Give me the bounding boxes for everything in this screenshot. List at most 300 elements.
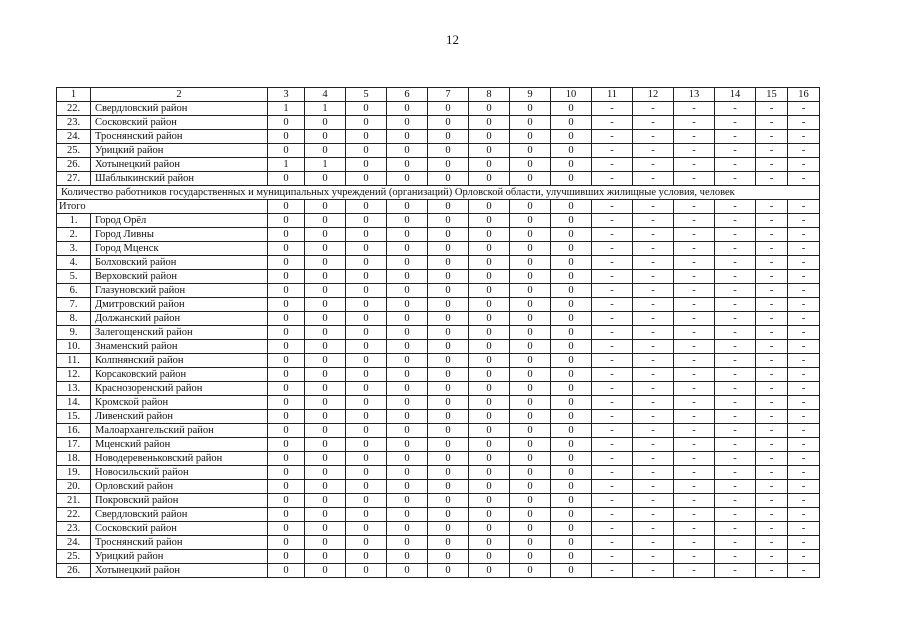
row-number: 27. — [57, 172, 91, 186]
value-cell: 0 — [469, 144, 510, 158]
district-name: Глазуновский район — [91, 284, 268, 298]
value-cell: 0 — [510, 144, 551, 158]
value-cell: 0 — [305, 130, 346, 144]
value-cell: 0 — [268, 452, 305, 466]
row-number: 23. — [57, 116, 91, 130]
value-cell: 0 — [428, 228, 469, 242]
value-cell: - — [674, 130, 715, 144]
value-cell: - — [592, 144, 633, 158]
value-cell: 0 — [551, 396, 592, 410]
value-cell: - — [756, 102, 788, 116]
value-cell: 0 — [510, 550, 551, 564]
value-cell: 0 — [428, 200, 469, 214]
value-cell: - — [674, 158, 715, 172]
value-cell: - — [674, 424, 715, 438]
value-cell: - — [592, 116, 633, 130]
value-cell: 0 — [510, 494, 551, 508]
district-name: Урицкий район — [91, 144, 268, 158]
value-cell: - — [633, 102, 674, 116]
value-cell: 0 — [305, 242, 346, 256]
value-cell: 0 — [428, 508, 469, 522]
value-cell: 0 — [268, 270, 305, 284]
value-cell: - — [592, 298, 633, 312]
value-cell: 0 — [551, 536, 592, 550]
value-cell: 0 — [387, 214, 428, 228]
value-cell: 0 — [387, 480, 428, 494]
district-name: Свердловский район — [91, 102, 268, 116]
value-cell: - — [633, 564, 674, 578]
value-cell: - — [756, 368, 788, 382]
value-cell: 0 — [510, 396, 551, 410]
value-cell: - — [756, 424, 788, 438]
value-cell: 0 — [428, 550, 469, 564]
total-row — [57, 200, 820, 214]
value-cell: 0 — [510, 284, 551, 298]
value-cell: 0 — [305, 116, 346, 130]
column-number: 2 — [91, 88, 268, 102]
value-cell: 0 — [387, 368, 428, 382]
value-cell: 0 — [305, 480, 346, 494]
district-name: Шаблыкинский район — [91, 172, 268, 186]
value-cell: - — [633, 298, 674, 312]
statistics-table — [56, 87, 820, 578]
value-cell: - — [756, 116, 788, 130]
value-cell: 0 — [428, 536, 469, 550]
value-cell: 0 — [268, 326, 305, 340]
value-cell: - — [788, 130, 820, 144]
table-row — [57, 466, 820, 480]
value-cell: 0 — [551, 242, 592, 256]
value-cell: 0 — [551, 214, 592, 228]
value-cell: - — [715, 172, 756, 186]
value-cell: - — [633, 438, 674, 452]
value-cell: 0 — [346, 550, 387, 564]
row-number: 23. — [57, 522, 91, 536]
value-cell: - — [592, 326, 633, 340]
value-cell: 0 — [551, 508, 592, 522]
value-cell: 0 — [469, 102, 510, 116]
section-title: Количество работников государственных и муниципальных учреждений (организаций) Орловской области, улучшивших жилищные условия, человек — [57, 186, 820, 200]
value-cell: 0 — [510, 536, 551, 550]
value-cell: - — [592, 396, 633, 410]
value-cell: - — [788, 172, 820, 186]
value-cell: 0 — [551, 354, 592, 368]
value-cell: - — [715, 102, 756, 116]
value-cell: 0 — [387, 508, 428, 522]
table-row — [57, 354, 820, 368]
value-cell: 0 — [346, 354, 387, 368]
value-cell: - — [788, 508, 820, 522]
value-cell: 0 — [268, 410, 305, 424]
value-cell: 0 — [346, 508, 387, 522]
value-cell: - — [633, 116, 674, 130]
value-cell: - — [715, 424, 756, 438]
value-cell: 0 — [551, 172, 592, 186]
value-cell: - — [674, 550, 715, 564]
value-cell: - — [788, 116, 820, 130]
column-number: 14 — [715, 88, 756, 102]
value-cell: 0 — [469, 424, 510, 438]
value-cell: - — [592, 270, 633, 284]
value-cell: 0 — [268, 368, 305, 382]
value-cell: 0 — [469, 270, 510, 284]
table-row — [57, 564, 820, 578]
value-cell: 0 — [305, 424, 346, 438]
value-cell: - — [674, 466, 715, 480]
value-cell: 0 — [469, 522, 510, 536]
value-cell: 0 — [268, 536, 305, 550]
row-number: 5. — [57, 270, 91, 284]
value-cell: 0 — [428, 354, 469, 368]
value-cell: - — [756, 536, 788, 550]
value-cell: 0 — [469, 326, 510, 340]
value-cell: 0 — [346, 340, 387, 354]
value-cell: - — [592, 354, 633, 368]
value-cell: 0 — [510, 270, 551, 284]
value-cell: - — [756, 480, 788, 494]
value-cell: 0 — [346, 214, 387, 228]
value-cell: 0 — [469, 536, 510, 550]
value-cell: - — [633, 312, 674, 326]
value-cell: - — [633, 452, 674, 466]
value-cell: 0 — [510, 172, 551, 186]
table-row — [57, 284, 820, 298]
value-cell: 0 — [268, 242, 305, 256]
value-cell: - — [756, 242, 788, 256]
value-cell: - — [756, 312, 788, 326]
district-name: Свердловский район — [91, 508, 268, 522]
value-cell: - — [633, 158, 674, 172]
value-cell: 0 — [268, 144, 305, 158]
value-cell: - — [674, 410, 715, 424]
value-cell: - — [592, 452, 633, 466]
value-cell: 1 — [268, 158, 305, 172]
value-cell: 0 — [428, 256, 469, 270]
total-label: Итого — [57, 200, 268, 214]
value-cell: 0 — [551, 130, 592, 144]
value-cell: - — [756, 130, 788, 144]
row-number: 14. — [57, 396, 91, 410]
row-number: 25. — [57, 550, 91, 564]
value-cell: 0 — [305, 466, 346, 480]
value-cell: - — [756, 396, 788, 410]
value-cell: 0 — [428, 326, 469, 340]
value-cell: 0 — [428, 452, 469, 466]
value-cell: - — [715, 494, 756, 508]
row-number: 10. — [57, 340, 91, 354]
value-cell: - — [592, 466, 633, 480]
value-cell: - — [674, 200, 715, 214]
value-cell: 0 — [469, 298, 510, 312]
value-cell: - — [633, 326, 674, 340]
value-cell: - — [674, 172, 715, 186]
value-cell: 0 — [510, 438, 551, 452]
value-cell: - — [592, 340, 633, 354]
value-cell: 0 — [510, 228, 551, 242]
value-cell: - — [674, 102, 715, 116]
value-cell: - — [715, 116, 756, 130]
value-cell: 0 — [551, 270, 592, 284]
value-cell: - — [592, 284, 633, 298]
value-cell: 0 — [346, 228, 387, 242]
value-cell: - — [788, 382, 820, 396]
value-cell: 0 — [268, 340, 305, 354]
value-cell: 0 — [428, 522, 469, 536]
district-name: Урицкий район — [91, 550, 268, 564]
value-cell: 0 — [551, 340, 592, 354]
value-cell: 0 — [268, 172, 305, 186]
value-cell: 0 — [428, 424, 469, 438]
row-number: 1. — [57, 214, 91, 228]
value-cell: 0 — [510, 452, 551, 466]
value-cell: 0 — [346, 102, 387, 116]
value-cell: 0 — [305, 438, 346, 452]
value-cell: - — [633, 256, 674, 270]
value-cell: - — [674, 396, 715, 410]
value-cell: 0 — [268, 200, 305, 214]
value-cell: - — [674, 298, 715, 312]
value-cell: - — [633, 340, 674, 354]
row-number: 13. — [57, 382, 91, 396]
value-cell: 0 — [346, 116, 387, 130]
value-cell: - — [756, 214, 788, 228]
value-cell: - — [715, 340, 756, 354]
district-name: Город Орёл — [91, 214, 268, 228]
value-cell: 0 — [428, 298, 469, 312]
value-cell: 0 — [551, 494, 592, 508]
value-cell: - — [633, 466, 674, 480]
value-cell: - — [674, 284, 715, 298]
row-number: 18. — [57, 452, 91, 466]
table-row — [57, 396, 820, 410]
row-number: 20. — [57, 480, 91, 494]
value-cell: - — [633, 242, 674, 256]
value-cell: - — [788, 550, 820, 564]
value-cell: 0 — [428, 116, 469, 130]
value-cell: 0 — [510, 200, 551, 214]
row-number: 2. — [57, 228, 91, 242]
value-cell: - — [756, 410, 788, 424]
value-cell: - — [756, 522, 788, 536]
table-row — [57, 144, 820, 158]
row-number: 21. — [57, 494, 91, 508]
value-cell: - — [715, 158, 756, 172]
value-cell: - — [788, 158, 820, 172]
value-cell: - — [715, 396, 756, 410]
value-cell: 0 — [268, 466, 305, 480]
value-cell: 0 — [469, 214, 510, 228]
value-cell: 0 — [387, 256, 428, 270]
value-cell: 0 — [346, 494, 387, 508]
value-cell: - — [788, 340, 820, 354]
value-cell: - — [756, 508, 788, 522]
table-row — [57, 130, 820, 144]
value-cell: 0 — [510, 354, 551, 368]
value-cell: 0 — [387, 452, 428, 466]
value-cell: 0 — [551, 564, 592, 578]
table-row — [57, 298, 820, 312]
value-cell: - — [674, 536, 715, 550]
value-cell: 0 — [551, 424, 592, 438]
value-cell: 1 — [305, 102, 346, 116]
value-cell: - — [756, 144, 788, 158]
row-number: 25. — [57, 144, 91, 158]
value-cell: 0 — [387, 158, 428, 172]
value-cell: - — [756, 466, 788, 480]
value-cell: 0 — [551, 382, 592, 396]
value-cell: - — [756, 228, 788, 242]
value-cell: 0 — [346, 326, 387, 340]
value-cell: - — [674, 214, 715, 228]
value-cell: 0 — [387, 564, 428, 578]
value-cell: 1 — [305, 158, 346, 172]
value-cell: 0 — [305, 214, 346, 228]
value-cell: 0 — [305, 312, 346, 326]
value-cell: 0 — [551, 200, 592, 214]
value-cell: - — [633, 494, 674, 508]
value-cell: 0 — [510, 312, 551, 326]
district-name: Малоархангельский район — [91, 424, 268, 438]
value-cell: 0 — [387, 130, 428, 144]
value-cell: 0 — [387, 354, 428, 368]
value-cell: 0 — [469, 550, 510, 564]
value-cell: 0 — [387, 424, 428, 438]
district-name: Болховский район — [91, 256, 268, 270]
value-cell: - — [715, 144, 756, 158]
district-name: Колпнянский район — [91, 354, 268, 368]
value-cell: - — [592, 424, 633, 438]
row-number: 17. — [57, 438, 91, 452]
value-cell: - — [674, 480, 715, 494]
value-cell: 0 — [510, 522, 551, 536]
row-number: 6. — [57, 284, 91, 298]
value-cell: - — [674, 270, 715, 284]
value-cell: 0 — [387, 172, 428, 186]
value-cell: - — [633, 228, 674, 242]
value-cell: 0 — [268, 550, 305, 564]
value-cell: - — [633, 508, 674, 522]
value-cell: 0 — [268, 354, 305, 368]
value-cell: 0 — [268, 228, 305, 242]
value-cell: - — [715, 410, 756, 424]
value-cell: 0 — [428, 242, 469, 256]
value-cell: 0 — [551, 144, 592, 158]
value-cell: - — [788, 102, 820, 116]
value-cell: 0 — [305, 228, 346, 242]
column-number: 6 — [387, 88, 428, 102]
value-cell: 0 — [428, 130, 469, 144]
value-cell: - — [592, 438, 633, 452]
value-cell: - — [633, 536, 674, 550]
value-cell: - — [715, 270, 756, 284]
value-cell: - — [715, 326, 756, 340]
value-cell: - — [592, 172, 633, 186]
value-cell: - — [633, 214, 674, 228]
value-cell: - — [592, 480, 633, 494]
value-cell: 0 — [469, 200, 510, 214]
value-cell: - — [788, 312, 820, 326]
row-number: 15. — [57, 410, 91, 424]
value-cell: 0 — [305, 452, 346, 466]
value-cell: - — [592, 536, 633, 550]
value-cell: 0 — [305, 522, 346, 536]
value-cell: - — [633, 480, 674, 494]
value-cell: - — [674, 438, 715, 452]
value-cell: 0 — [305, 368, 346, 382]
value-cell: 0 — [510, 466, 551, 480]
table-row — [57, 424, 820, 438]
value-cell: 0 — [551, 368, 592, 382]
value-cell: 0 — [305, 256, 346, 270]
value-cell: 0 — [469, 396, 510, 410]
value-cell: 0 — [469, 242, 510, 256]
value-cell: - — [756, 326, 788, 340]
value-cell: - — [633, 424, 674, 438]
value-cell: - — [756, 284, 788, 298]
value-cell: - — [756, 270, 788, 284]
value-cell: 0 — [305, 340, 346, 354]
value-cell: - — [756, 438, 788, 452]
value-cell: 0 — [428, 564, 469, 578]
value-cell: 0 — [469, 382, 510, 396]
value-cell: 0 — [305, 382, 346, 396]
column-number: 12 — [633, 88, 674, 102]
value-cell: 0 — [428, 102, 469, 116]
value-cell: - — [674, 228, 715, 242]
value-cell: - — [633, 522, 674, 536]
value-cell: 0 — [387, 228, 428, 242]
value-cell: - — [633, 410, 674, 424]
value-cell: 0 — [268, 312, 305, 326]
value-cell: - — [674, 340, 715, 354]
value-cell: 0 — [268, 494, 305, 508]
value-cell: 0 — [510, 410, 551, 424]
column-number: 1 — [57, 88, 91, 102]
value-cell: 0 — [268, 564, 305, 578]
value-cell: 0 — [346, 368, 387, 382]
value-cell: - — [674, 326, 715, 340]
value-cell: - — [674, 242, 715, 256]
value-cell: - — [674, 382, 715, 396]
value-cell: 0 — [551, 158, 592, 172]
value-cell: 0 — [387, 438, 428, 452]
value-cell: 0 — [551, 228, 592, 242]
value-cell: - — [592, 312, 633, 326]
table-row — [57, 480, 820, 494]
value-cell: - — [592, 200, 633, 214]
value-cell: 0 — [551, 452, 592, 466]
value-cell: - — [715, 228, 756, 242]
value-cell: - — [633, 550, 674, 564]
value-cell: 0 — [510, 480, 551, 494]
value-cell: 0 — [346, 564, 387, 578]
value-cell: 0 — [551, 116, 592, 130]
value-cell: 0 — [346, 480, 387, 494]
value-cell: - — [756, 340, 788, 354]
value-cell: 0 — [305, 550, 346, 564]
value-cell: 0 — [428, 214, 469, 228]
value-cell: - — [788, 144, 820, 158]
row-number: 8. — [57, 312, 91, 326]
value-cell: 0 — [469, 312, 510, 326]
value-cell: - — [715, 312, 756, 326]
column-number: 4 — [305, 88, 346, 102]
value-cell: 0 — [469, 116, 510, 130]
district-name: Краснозоренский район — [91, 382, 268, 396]
value-cell: - — [756, 256, 788, 270]
district-name: Верховский район — [91, 270, 268, 284]
value-cell: - — [674, 564, 715, 578]
